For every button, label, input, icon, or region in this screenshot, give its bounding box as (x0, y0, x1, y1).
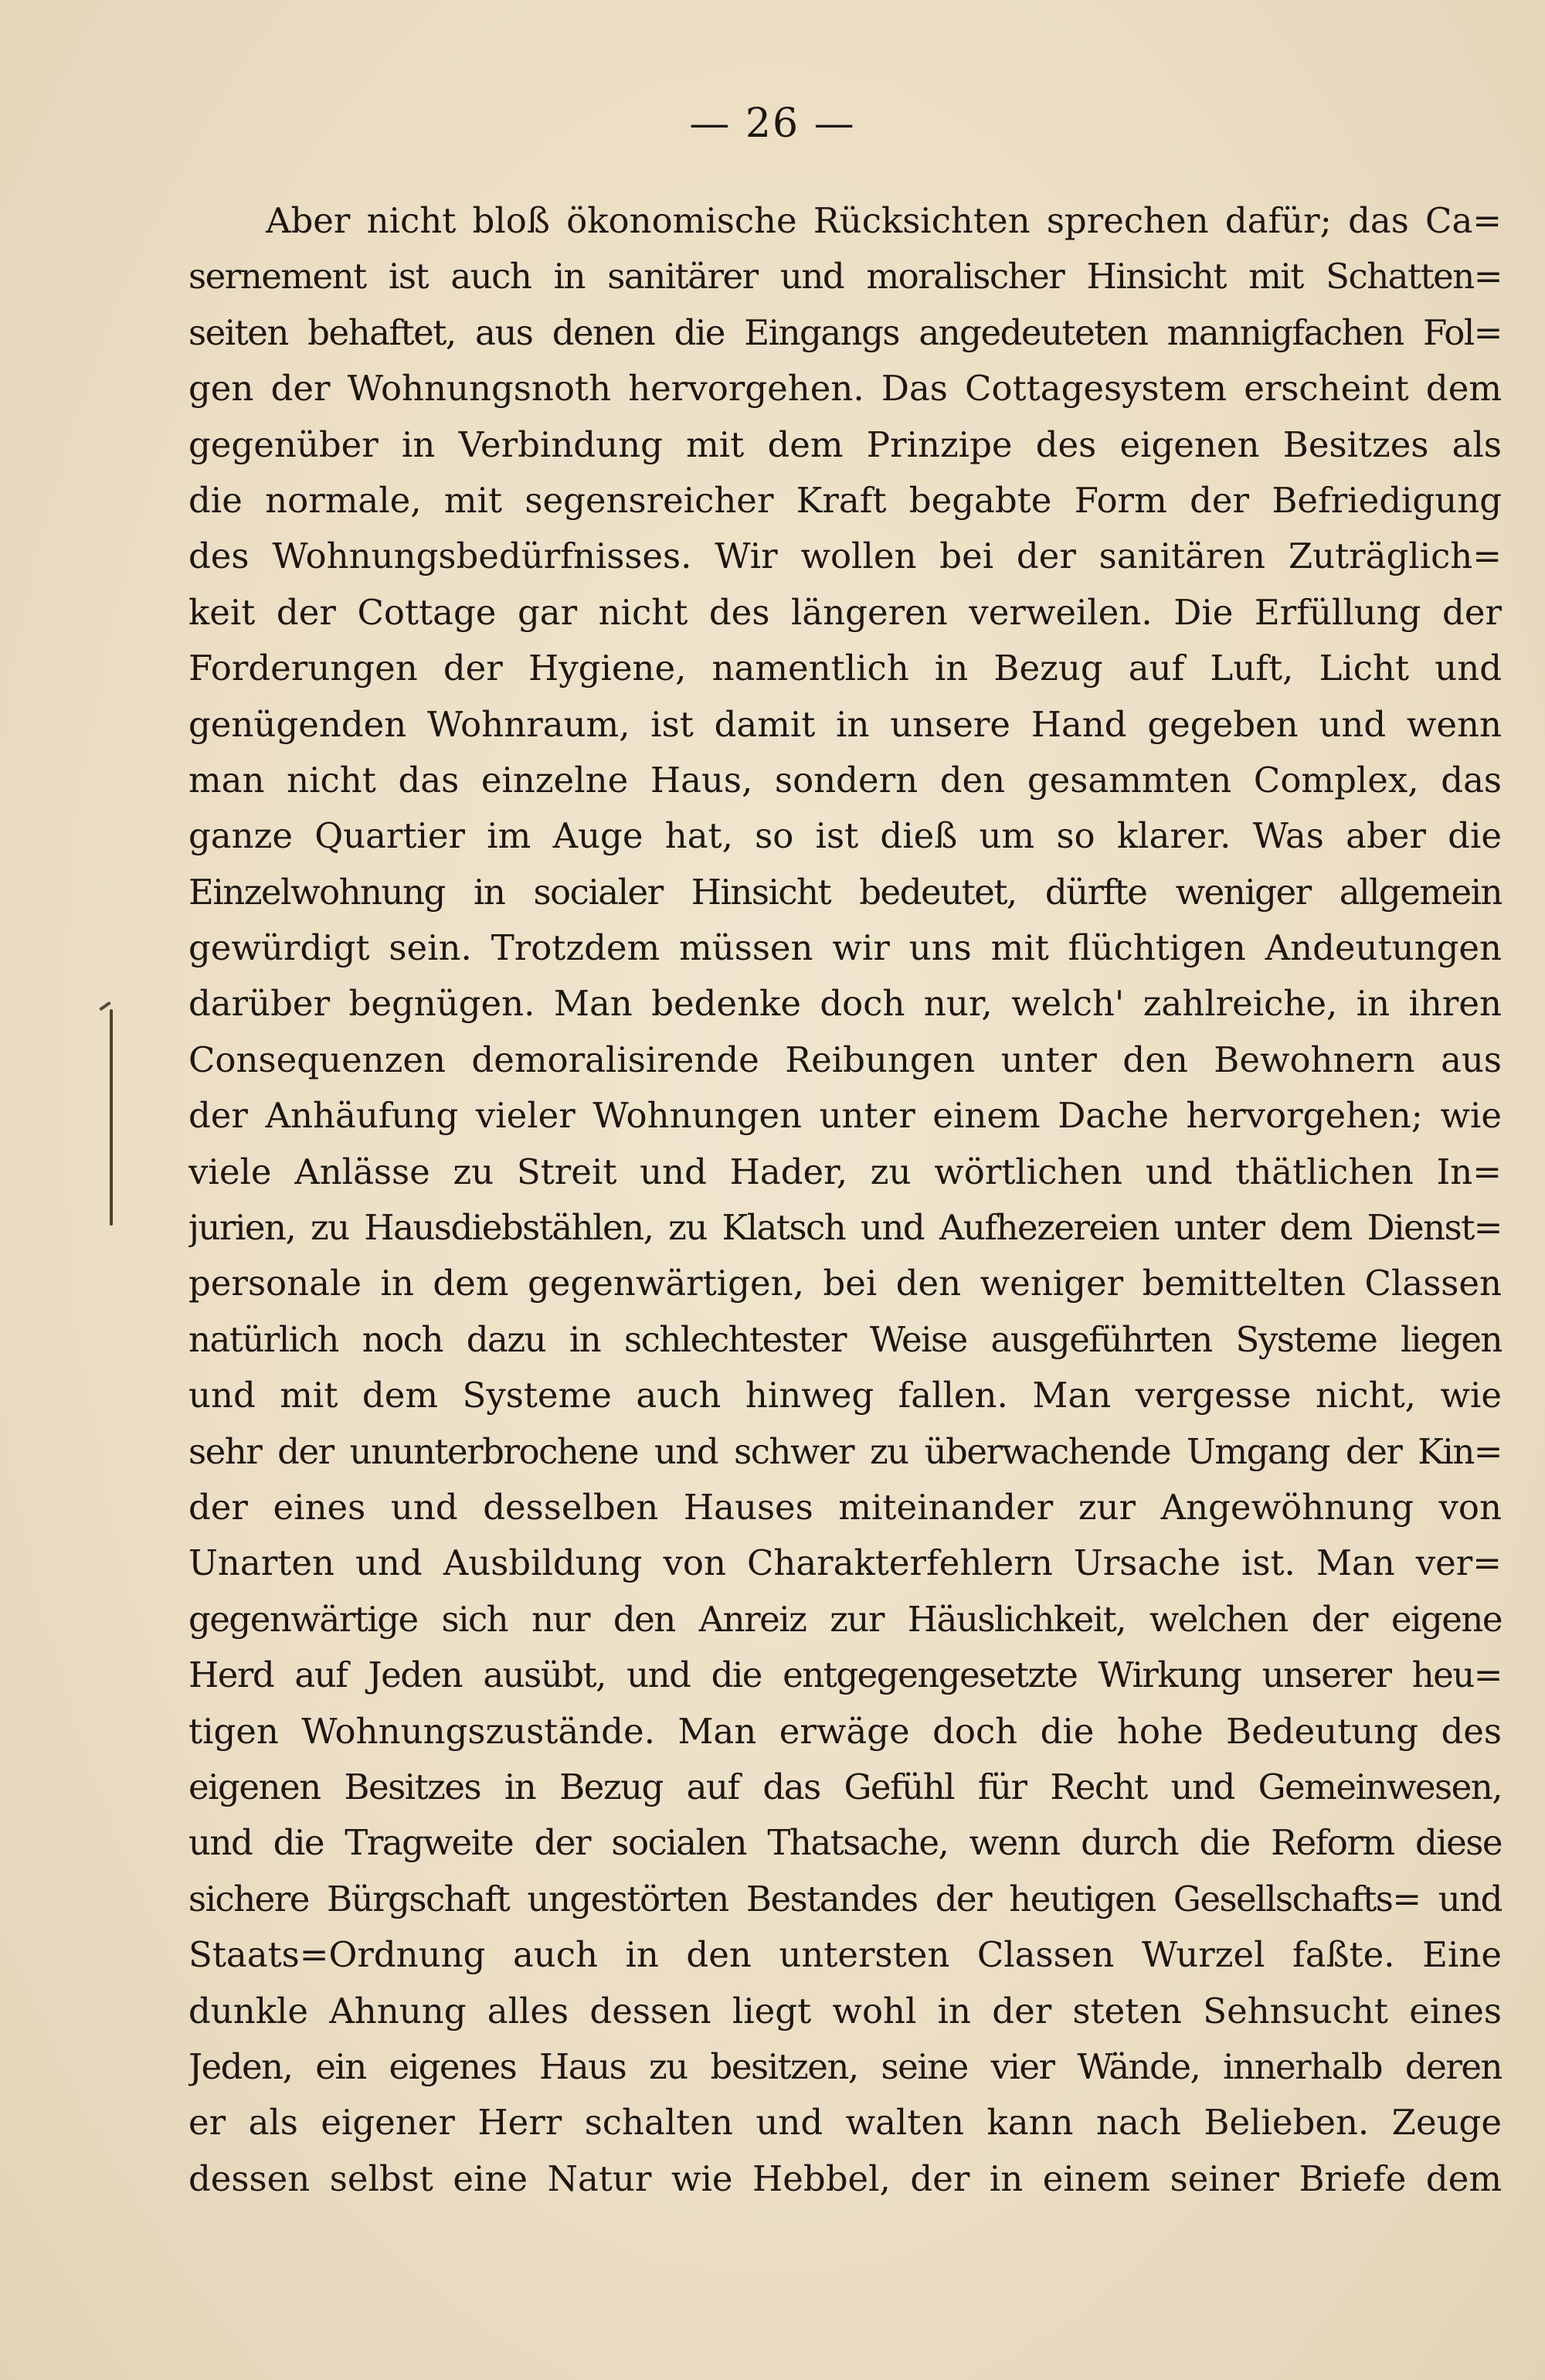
text-line: personale in dem gegenwärtigen, bei den weniger bemittelten Classen (188, 1263, 1502, 1304)
text-line: viele Anlässe zu Streit und Hader, zu wörtlichen und thätlichen In= (188, 1151, 1502, 1192)
text-line: genügenden Wohnraum, ist damit in unsere Hand gegeben und wenn (188, 703, 1502, 745)
text-line: Unarten und Ausbildung von Charakterfehlern Ursache ist. Man ver= (188, 1542, 1502, 1584)
text-line: tigen Wohnungszustände. Man erwäge doch die hohe Bedeutung des (188, 1710, 1502, 1752)
text-line: und mit dem Systeme auch hinweg fallen. Man vergesse nicht, wie (188, 1375, 1502, 1416)
text-line: sehr der ununterbrochene und schwer zu überwachende Umgang der Kin= (188, 1430, 1502, 1472)
text-line: der Anhäufung vieler Wohnungen unter einem Dache hervorgehen; wie (188, 1095, 1502, 1137)
text-line: keit der Cottage gar nicht des längeren verweilen. Die Erfüllung der (188, 591, 1502, 633)
text-line: Jeden, ein eigenes Haus zu besitzen, seine vier Wände, innerhalb deren (188, 2045, 1502, 2087)
text-line: dunkle Ahnung alles dessen liegt wohl in der steten Sehnsucht eines (188, 1990, 1502, 2032)
text-line: jurien, zu Hausdiebstählen, zu Klatsch und Aufhezereien unter dem Dienst= (188, 1207, 1502, 1249)
text-line: Forderungen der Hygiene, namentlich in Bezug auf Luft, Licht und (188, 648, 1502, 689)
text-line: Consequenzen demoralisirende Reibungen unter den Bewohnern aus (188, 1039, 1502, 1080)
text-line: des Wohnungsbedürfnisses. Wir wollen bei der sanitären Zuträglich= (188, 536, 1502, 577)
text-line: die normale, mit segensreicher Kraft begabte Form der Befriedigung (188, 479, 1502, 521)
text-line: dessen selbst eine Natur wie Hebbel, der in einem seiner Briefe dem (188, 2157, 1502, 2199)
text-line: gen der Wohnungsnoth hervorgehen. Das Cottagesystem erscheint dem (188, 368, 1502, 410)
page-number: — 26 — (689, 100, 856, 147)
margin-pencil-mark (110, 1009, 113, 1226)
text-line: sichere Bürgschaft ungestörten Bestandes der heutigen Gesellschafts= und (188, 1878, 1502, 1919)
text-line: sernement ist auch in sanitärer und moralischer Hinsicht mit Schatten= (188, 256, 1502, 298)
text-line: darüber begnügen. Man bedenke doch nur, welch' zahlreiche, in ihren (188, 983, 1502, 1025)
text-line: Herd auf Jeden ausübt, und die entgegengesetzte Wirkung unserer heu= (188, 1654, 1502, 1696)
text-line: der eines und desselben Hauses miteinander zur Angewöhnung von (188, 1486, 1502, 1528)
text-line: eigenen Besitzes in Bezug auf das Gefühl für Recht und Gemeinwesen, (188, 1766, 1502, 1807)
text-line: gewürdigt sein. Trotzdem müssen wir uns mit flüchtigen Andeutungen (188, 927, 1502, 969)
text-line: seiten behaftet, aus denen die Eingangs angedeuteten mannigfachen Fol= (188, 311, 1502, 353)
text-line: er als eigener Herr schalten und walten kann nach Belieben. Zeuge (188, 2102, 1502, 2144)
text-line: gegenwärtige sich nur den Anreiz zur Häuslichkeit, welchen der eigene (188, 1598, 1502, 1640)
text-line: ganze Quartier im Auge hat, so ist dieß um so klarer. Was aber die (188, 815, 1502, 857)
text-line: Staats=Ordnung auch in den untersten Classen Wurzel faßte. Eine (188, 1934, 1502, 1976)
text-line: natürlich noch dazu in schlechtester Weise ausgeführten Systeme liegen (188, 1318, 1502, 1360)
text-line: und die Tragweite der socialen Thatsache, wenn durch die Reform diese (188, 1822, 1502, 1864)
text-line: man nicht das einzelne Haus, sondern den gesammten Complex, das (188, 759, 1502, 801)
text-line: gegenüber in Verbindung mit dem Prinzipe des eigenen Besitzes als (188, 423, 1502, 465)
text-line: Einzelwohnung in socialer Hinsicht bedeutet, dürfte weniger allgemein (188, 871, 1502, 913)
text-line: Aber nicht bloß ökonomische Rücksichten sprechen dafür; das Ca= (266, 200, 1502, 241)
body-text (188, 193, 1502, 2207)
